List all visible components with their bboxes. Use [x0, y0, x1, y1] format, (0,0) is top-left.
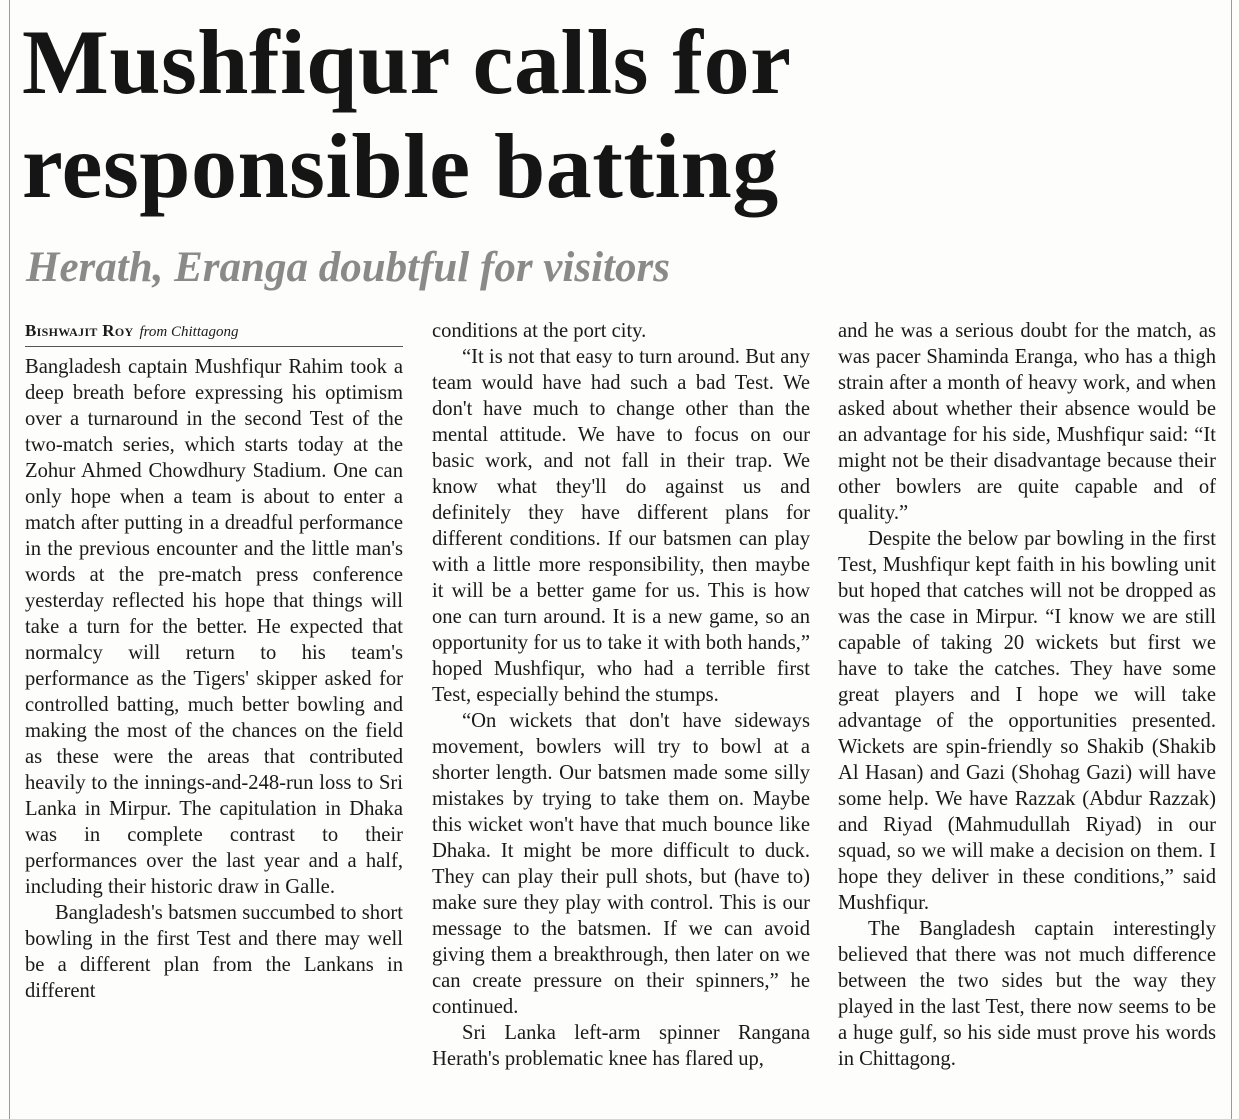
paragraph: and he was a serious doubt for the match, as was pacer Shaminda Eranga, who has a thigh strain after a month of heavy work, and when asked about whether their absence would be an advantage for his side, Mushfiqur said: “It might not be their disadvantage because their other bowlers are quite capable and of quality.” [838, 320, 1216, 524]
paragraph: “On wickets that don't have sideways movement, bowlers will try to bowl at a shorter length. Our batsmen made some silly mistakes by trying to take them on. Maybe this wicket won't have that much bounce like Dhaka. It might be more difficult to duck. They can play their pull shots, but (have to) make sure they play with control. This is our message to the batsmen. If we can avoid giving them a breakthrough, then later on we can create pressure on their spinners,” he continued. [432, 710, 810, 1018]
paragraph: Bangladesh captain Mushfiqur Rahim took a deep breath before expressing his optimism over a turnaround in the second Test of the two-match series, which starts today at the Zohur Ahmed Chowdhury Stadium. One can only hope when a team is about to enter a match after putting in a dreadful performance in the previous encounter and the little man's words at the pre-match press conference yesterday reflected his hope that things will take a turn for the better. He expected that normalcy will return to his team's performance as the Tigers' skipper asked for controlled batting, much better bowling and making the most of the chances on the field as these were the areas that contributed heavily to the innings-and-248-run loss to Sri Lanka in Mirpur. The capitulation in Dhaka was in complete contrast to their performances over the last year and a half, including their historic draw in Galle. [25, 356, 403, 898]
subheadline: Herath, Eranga doubtful for visitors [26, 244, 670, 291]
article-column-3 [838, 318, 1216, 1072]
paragraph: Sri Lanka left-arm spinner Rangana Herath's problematic knee has flared up, [432, 1022, 810, 1070]
paragraph: conditions at the port city. [432, 320, 647, 342]
headline: Mushfiqur calls for responsible batting [22, 11, 790, 217]
column-rule-left [9, 0, 10, 1119]
article-column-1 [25, 318, 403, 1004]
article-column-2 [432, 318, 810, 1072]
paragraph: Bangladesh's batsmen succumbed to short bowling in the first Test and there may well be a different plan from the Lankans in different [25, 902, 403, 1002]
paragraph: Despite the below par bowling in the first Test, Mushfiqur kept faith in his bowling unit but hoped that catches will not be dropped as was the case in Mirpur. “I know we are still capable of taking 20 wickets but first we have to take the catches. They have some great players and I hope we will take advantage of the opportunities presented. Wickets are spin-friendly so Shakib (Shakib Al Hasan) and Gazi (Shohag Gazi) will have some help. We have Razzak (Abdur Razzak) and Riyad (Mahmudullah Riyad) in our squad, so we will make a decision on them. I hope they deliver in these conditions,” said Mushfiqur. [838, 528, 1216, 914]
paragraph: The Bangladesh captain interestingly believed that there was not much difference between the two sides but the way they played in the last Test, there now seems to be a huge gulf, so his side must prove his words in Chittagong. [838, 918, 1216, 1070]
byline-location: from Chittagong [139, 324, 239, 340]
byline-author: Bishwajit Roy [25, 321, 134, 340]
paragraph: “It is not that easy to turn around. But any team would have had such a bad Test. We don't have much to change other than the mental attitude. We have to focus on our basic work, and not fall in their trap. We know what they'll do against us and definitely they have different plans for different conditions. If our batsmen can play with a little more responsibility, then maybe it will be a better game for us. This is how one can turn around. It is a new game, so an opportunity for us to take it with both hands,” hoped Mushfiqur, who had a terrible first Test, especially behind the stumps. [432, 346, 810, 706]
byline [25, 318, 403, 347]
column-rule-right [1231, 0, 1232, 1119]
